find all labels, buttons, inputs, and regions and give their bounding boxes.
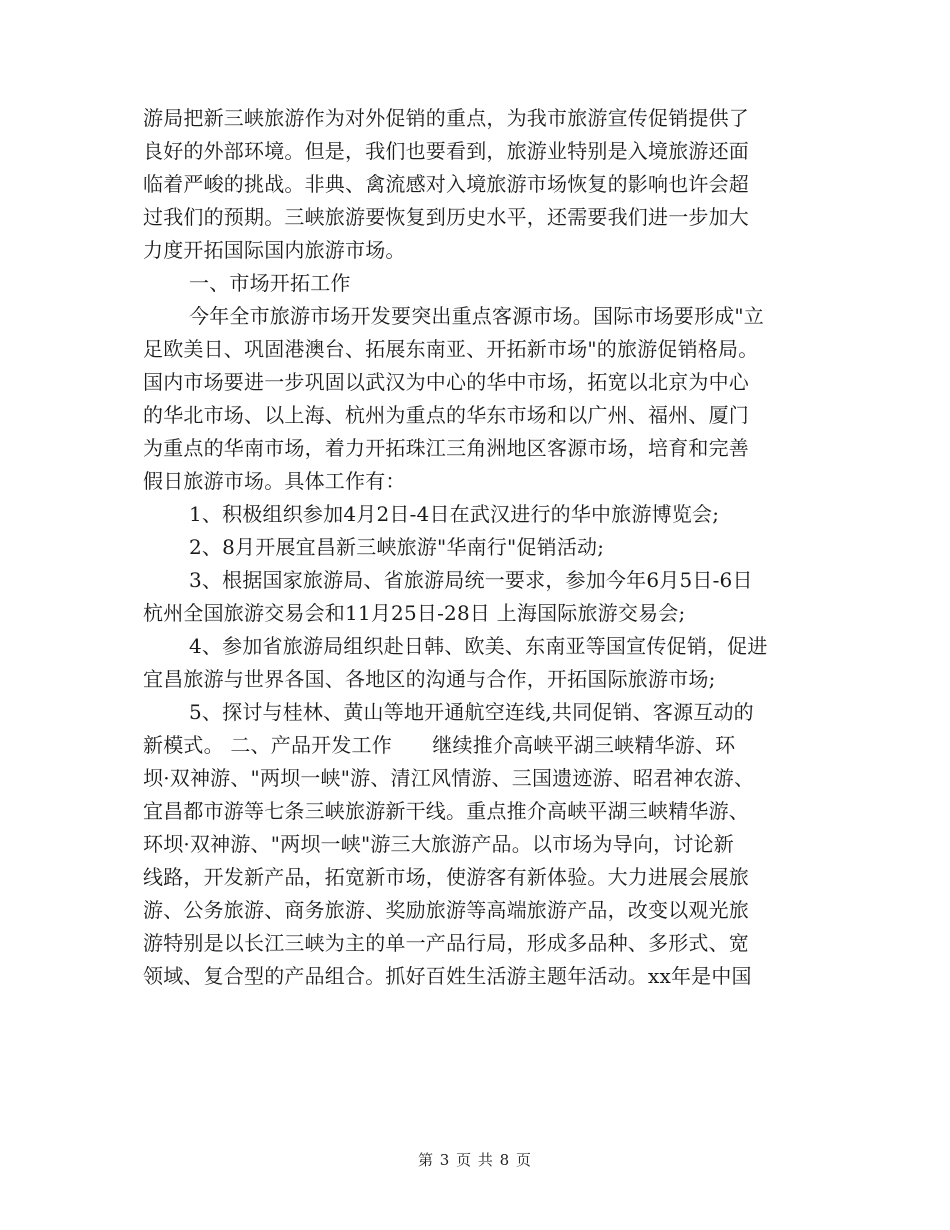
page-number-footer: 第 3 页 共 8 页 bbox=[418, 1151, 532, 1169]
text-line: 良好的外部环境。但是，我们也要看到，旅游业特别是入境旅游还面 bbox=[143, 139, 749, 163]
text-line: 游特别是以长江三峡为主的单一产品行局，形成多品种、多形式、宽 bbox=[143, 931, 749, 955]
text-line: 1、积极组织参加4月2日-4日在武汉进行的华中旅游博览会; bbox=[189, 502, 720, 526]
text-line: 宜昌旅游与世界各国、各地区的沟通与合作，开拓国际旅游市场; bbox=[143, 667, 716, 691]
text-line: 线路，开发新产品，拓宽新市场，使游客有新体验。大力进展会展旅 bbox=[143, 865, 749, 889]
text-line: 领域、复合型的产品组合。抓好百姓生活游主题年活动。xx年是中国 bbox=[143, 964, 752, 988]
text-line: 杭州全国旅游交易会和11月25日-28日 上海国际旅游交易会; bbox=[143, 601, 686, 625]
text-line: 坝·双神游、"两坝一峡"游、清江风情游、三国遗迹游、昭君神农游、 bbox=[143, 766, 755, 790]
text-line: 今年全市旅游市场开发要突出重点客源市场。国际市场要形成"立 bbox=[189, 304, 764, 328]
text-line: 3、根据国家旅游局、省旅游局统一要求，参加今年6月5日-6日 bbox=[189, 568, 753, 592]
text-line: 5、探讨与桂林、黄山等地开通航空连线,共同促销、客源互动的 bbox=[189, 700, 754, 724]
text-line: 为重点的华南市场，着力开拓珠江三角洲地区客源市场，培育和完善 bbox=[143, 436, 749, 460]
text-line: 力度开拓国际国内旅游市场。 bbox=[143, 238, 406, 262]
text-line: 游局把新三峡旅游作为对外促销的重点，为我市旅游宣传促销提供了 bbox=[143, 106, 749, 130]
text-line: 4、参加省旅游局组织赴日韩、欧美、东南亚等国宣传促销，促进 bbox=[189, 634, 768, 658]
text-line: 的华北市场、以上海、杭州为重点的华东市场和以广州、福州、厦门 bbox=[143, 403, 749, 427]
document-body bbox=[143, 102, 807, 993]
text-line: 环坝·双神游、"两坝一峡"游三大旅游产品。以市场为导向，讨论新 bbox=[143, 832, 734, 856]
text-line: 宜昌都市游等七条三峡旅游新干线。重点推介高峡平湖三峡精华游、 bbox=[143, 799, 749, 823]
text-line: 临着严峻的挑战。非典、禽流感对入境旅游市场恢复的影响也许会超 bbox=[143, 172, 749, 196]
text-line: 新模式。 二、产品开发工作 继续推介高峡平湖三峡精华游、环 bbox=[143, 733, 736, 757]
text-line: 一、市场开拓工作 bbox=[189, 271, 351, 295]
text-line: 游、公务旅游、商务旅游、奖励旅游等高端旅游产品，改变以观光旅 bbox=[143, 898, 749, 922]
text-line: 假日旅游市场。具体工作有： bbox=[143, 469, 406, 493]
text-line: 国内市场要进一步巩固以武汉为中心的华中市场，拓宽以北京为中心 bbox=[143, 370, 749, 394]
text-line: 2、8月开展宜昌新三峡旅游"华南行"促销活动; bbox=[189, 535, 605, 559]
text-line: 足欧美日、巩固港澳台、拓展东南亚、开拓新市场"的旅游促销格局。 bbox=[143, 337, 759, 361]
text-line: 过我们的预期。三峡旅游要恢复到历史水平，还需要我们进一步加大 bbox=[143, 205, 749, 229]
